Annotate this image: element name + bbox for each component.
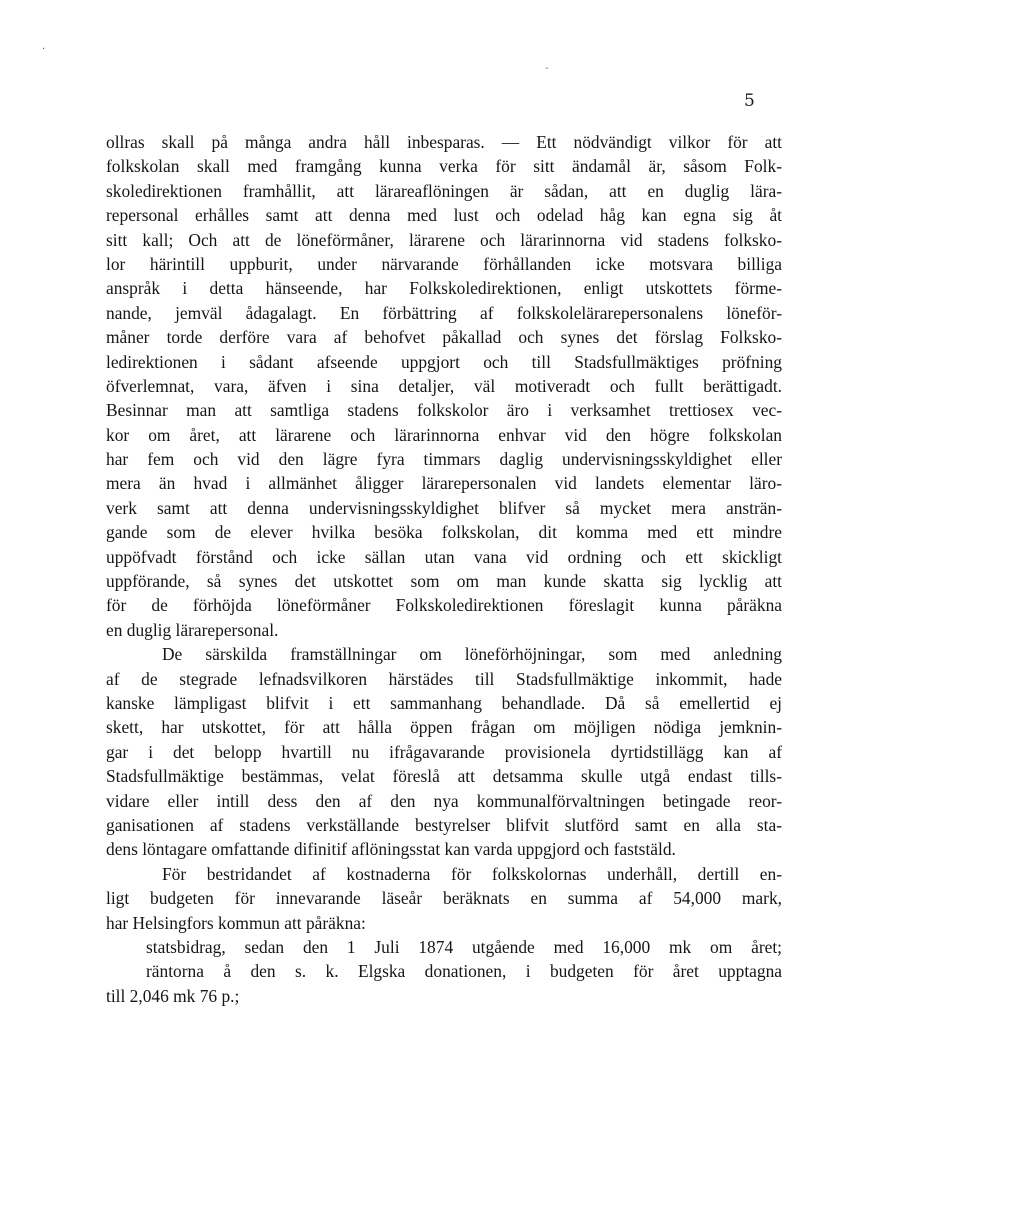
text-line: Besinnar man att samtliga stadens folkskolor äro i verksamhet trettiosex vec- [106,400,782,421]
text-line: för de förhöjda löneförmåner Folkskoledirektionen föreslagit kunna påräkna [106,595,782,616]
text-line: nande, jemväl ådagalagt. En förbättring af folkskolelärarepersonalens löneför- [106,302,782,323]
text-line: folkskolan skall med framgång kunna verka för sitt ändamål är, såsom Folk- [106,156,782,177]
text-line: till 2,046 mk 76 p.; [106,985,240,1006]
text-line: ollras skall på många andra håll inbesparas. — Ett nödvändigt vilkor för att [106,132,782,152]
text-line: mera än hvad i allmänhet åligger lärarepersonalen vid landets elementar läro- [106,473,782,494]
scan-mark: · [42,44,46,55]
page-number: 5 [744,91,755,111]
text-line: gande som de elever hvilka besöka folkskolan, dit komma med ett mindre [106,522,782,543]
text-line: kanske lämpligast blifvit i ett sammanhang behandlade. Då så emellertid ej [106,692,782,713]
text-line: vidare eller intill dess den af den nya kommunalförvaltningen betingade reor- [106,790,782,811]
text-line: räntorna å den s. k. Elgska donationen, i budgeten för året upptagna [146,961,782,982]
text-line: öfverlemnat, vara, äfven i sina detaljer, väl motiveradt och fullt berättigadt. [106,375,782,396]
body-text [106,130,782,1008]
text-line: dens löntagare omfattande difinitif aflöningsstat kan varda uppgjord och faststäld. [106,839,676,860]
text-line: af de stegrade lefnadsvilkoren härstädes till Stadsfullmäktige inkommit, hade [106,668,782,689]
text-line: skett, har utskottet, för att hålla öppen frågan om möjligen nödiga jemknin- [106,717,782,738]
text-line: uppöfvadt förstånd och icke sällan utan vana vid ordning och ett skickligt [106,546,782,567]
text-line: måner torde derföre vara af behofvet påkallad och synes det förslag Folksko- [106,327,782,348]
text-line: skoledirektionen framhållit, att lärareaflöningen är sådan, att en duglig lära- [106,180,782,201]
text-line: anspråk i detta hänseende, har Folkskoledirektionen, enligt utskottets förme- [106,278,782,299]
scan-mark: - [545,63,549,74]
text-line: uppförande, så synes det utskottet som om man kunde skatta sig lycklig att [106,571,782,592]
text-line: har Helsingfors kommun att påräkna: [106,912,366,933]
text-line: en duglig lärarepersonal. [106,619,279,640]
text-line: ledirektionen i sådant afseende uppgjort och till Stadsfullmäktiges pröfning [106,351,782,372]
text-line: För bestridandet af kostnaderna för folkskolornas underhåll, dertill en- [162,863,782,884]
text-line: ganisationen af stadens verkställande bestyrelser blifvit slutförd samt en alla sta- [106,814,782,835]
text-line: statsbidrag, sedan den 1 Juli 1874 utgående med 16,000 mk om året; [146,936,782,957]
text-line: kor om året, att lärarene och lärarinnorna enhvar vid den högre folkskolan [106,424,782,445]
text-line: repersonal erhålles samt att denna med lust och odelad håg kan egna sig åt [106,205,782,226]
text-line: gar i det belopp hvartill nu ifrågavarande provisionela dyrtidstillägg kan af [106,741,782,762]
text-line: De särskilda framställningar om löneförhöjningar, som med anledning [162,644,782,665]
text-line: har fem och vid den lägre fyra timmars daglig undervisningsskyldighet eller [106,449,782,470]
text-line: verk samt att denna undervisningsskyldighet blifver så mycket mera ansträn- [106,497,782,518]
text-line: sitt kall; Och att de löneförmåner, lärarene och lärarinnorna vid stadens folksko- [106,229,782,250]
text-line: ligt budgeten för innevarande läseår beräknats en summa af 54,000 mark, [106,888,782,909]
text-line: lor härintill uppburit, under närvarande förhållanden icke motsvara billiga [106,253,782,274]
text-line: Stadsfullmäktige bestämmas, velat föreslå att detsamma skulle utgå endast tills- [106,766,782,787]
